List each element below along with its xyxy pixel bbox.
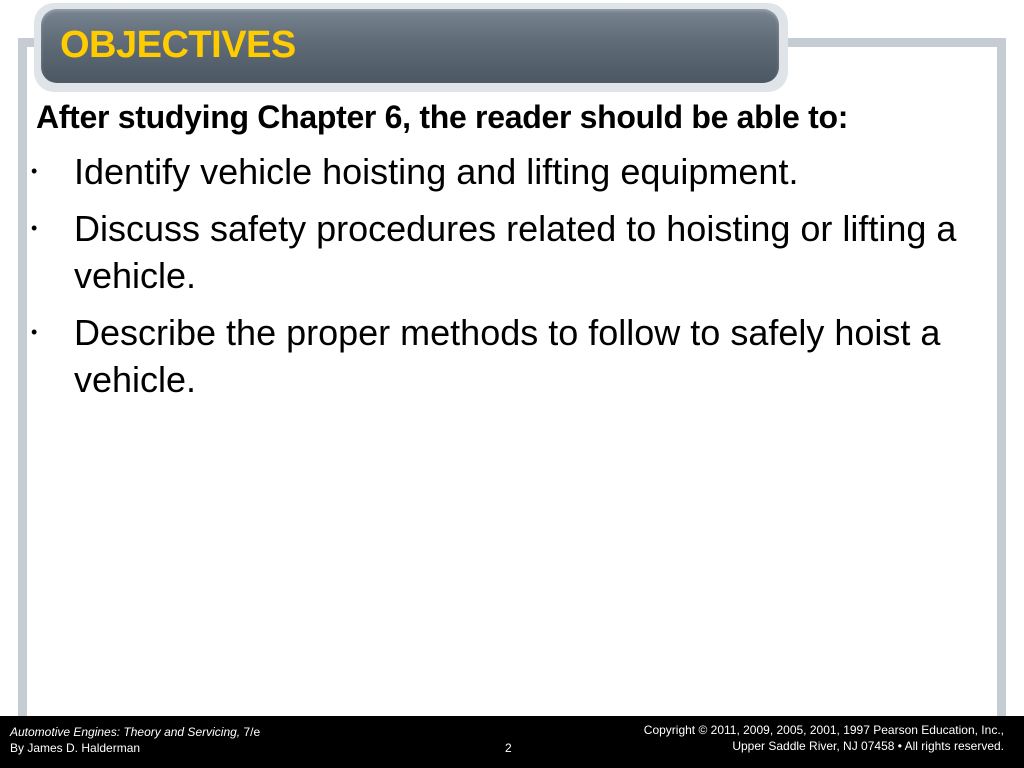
objective-text: Identify vehicle hoisting and lifting equipment. [74,151,799,192]
slide-title: OBJECTIVES [60,24,296,66]
bullet-icon: • [31,322,38,342]
page-number: 2 [505,741,512,755]
footer-author: By James D. Halderman [10,741,141,755]
objective-text: Discuss safety procedures related to hoisting or lifting a vehicle. [74,208,957,296]
slide-frame-left [18,38,27,718]
objective-item [28,205,968,299]
copyright-line-2: Upper Saddle River, NJ 07458 • All rights reserved. [732,739,1004,753]
objective-item [28,148,968,195]
slide-footer [0,716,1024,768]
bullet-icon: • [31,218,38,238]
footer-edition: 7/e [240,725,261,739]
slide-frame-right [997,38,1006,718]
footer-book-info [10,724,260,756]
objective-item [28,309,968,403]
footer-copyright [644,722,1004,754]
bullet-icon: • [31,161,38,181]
objective-text: Describe the proper methods to follow to safely hoist a vehicle. [74,312,941,400]
copyright-line-1: Copyright © 2011, 2009, 2005, 2001, 1997 Pearson Education, Inc., [643,723,1004,737]
intro-text: After studying Chapter 6, the reader should be able to: [36,99,849,135]
objectives-list [28,148,968,413]
footer-book-title: Automotive Engines: Theory and Servicing, [10,725,241,739]
